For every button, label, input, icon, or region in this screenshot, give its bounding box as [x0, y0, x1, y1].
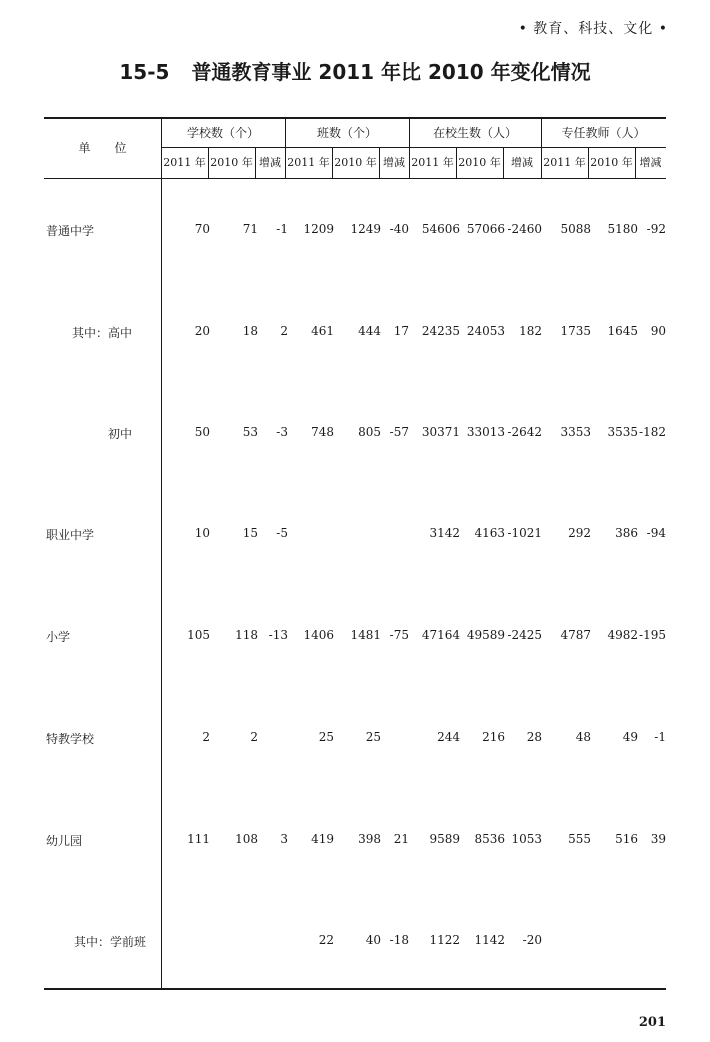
table-cell: 292 [568, 526, 591, 540]
table-cell: 216 [482, 730, 505, 744]
group-header-students: 在校生数（人） [432, 126, 517, 140]
table-cell: 4787 [560, 628, 591, 642]
subheader-change: 增减 [639, 156, 662, 169]
table-cell: 444 [358, 324, 381, 338]
table-cell: -2425 [507, 628, 542, 642]
section-header: • 教育、科技、文化 • [518, 21, 668, 37]
table-cell: -13 [268, 628, 288, 642]
group-header-classes: 班数（个） [316, 126, 377, 140]
table-cell: -1021 [507, 526, 542, 540]
table-title: 普通教育事业 2011 年比 2010 年变化情况 [191, 60, 591, 84]
table-cell: 90 [650, 324, 666, 338]
table-cell: 10 [194, 526, 210, 540]
table-cell: 3353 [560, 425, 591, 439]
table-cell: -5 [276, 526, 288, 540]
subheader-change: 增减 [383, 156, 405, 169]
page-number: 201 [638, 1015, 666, 1030]
table-cell: 3142 [429, 526, 460, 540]
row-label: 普通中学 [46, 224, 95, 238]
table-cell: 1481 [350, 628, 381, 642]
table-cell: 805 [358, 425, 381, 439]
table-cell: -1 [654, 730, 666, 744]
table-cell: -92 [646, 222, 666, 236]
unit-column-divider [161, 119, 162, 988]
table-cell: 49 [622, 730, 638, 744]
row-label: 职业中学 [46, 528, 95, 542]
table-number: 15-5 [119, 60, 170, 84]
table-cell: 25 [318, 730, 334, 744]
table-cell: -1 [276, 222, 288, 236]
group-header-schools: 学校数（个） [186, 126, 259, 140]
table-cell: 461 [311, 324, 334, 338]
table-cell: 39 [650, 832, 666, 846]
table-cell: 1406 [303, 628, 334, 642]
table-cell: 53 [242, 425, 258, 439]
table-cell: 1209 [303, 222, 334, 236]
subheader-2010: 2010 年 [458, 156, 501, 169]
header-bottom-rule [44, 178, 666, 179]
table-cell: 24053 [466, 324, 505, 338]
table-cell: 1122 [429, 933, 460, 947]
table-cell: -75 [389, 628, 409, 642]
row-label: 其中：学前班 [74, 935, 147, 949]
table-cell: 71 [242, 222, 258, 236]
table-cell: -94 [646, 526, 666, 540]
subheader-2010: 2010 年 [590, 156, 633, 169]
table-cell: 8536 [474, 832, 505, 846]
table-cell: 57066 [466, 222, 505, 236]
table-cell: 50 [194, 425, 210, 439]
table-cell: 111 [187, 832, 210, 846]
table-cell: 28 [526, 730, 542, 744]
table-cell: 22 [318, 933, 334, 947]
table-cell: 748 [311, 425, 334, 439]
table-cell: 118 [235, 628, 258, 642]
table-cell: 3 [280, 832, 288, 846]
table-cell: 40 [365, 933, 381, 947]
table-cell: 105 [187, 628, 210, 642]
table-cell: 5180 [607, 222, 638, 236]
table-cell: 1053 [511, 832, 542, 846]
table-cell: 17 [393, 324, 409, 338]
subheader-2011: 2011 年 [287, 156, 330, 169]
table-cell: 555 [568, 832, 591, 846]
table-cell: 33013 [466, 425, 505, 439]
table-cell: -195 [639, 628, 666, 642]
table-cell: 1142 [474, 933, 505, 947]
table-cell: 47164 [421, 628, 460, 642]
table-cell: -18 [389, 933, 409, 947]
subheader-2011: 2011 年 [163, 156, 206, 169]
row-label: 小学 [46, 630, 71, 644]
table-cell: -40 [389, 222, 409, 236]
table-cell: 15 [242, 526, 258, 540]
table-cell: 244 [437, 730, 460, 744]
group-header-teachers: 专任教师（人） [561, 126, 646, 140]
table-cell: 18 [242, 324, 258, 338]
table-cell: 20 [194, 324, 210, 338]
unit-header: 单 位 [78, 141, 127, 155]
table-cell: 386 [615, 526, 638, 540]
table-cell: 3535 [607, 425, 638, 439]
table-cell: 24235 [421, 324, 460, 338]
table-cell: 4163 [474, 526, 505, 540]
table-cell: 4982 [607, 628, 638, 642]
table-cell: -2642 [507, 425, 542, 439]
table-cell: 419 [311, 832, 334, 846]
table-cell: 70 [194, 222, 210, 236]
subheader-change: 增减 [511, 156, 533, 169]
table-cell: 30371 [421, 425, 460, 439]
table-cell: 108 [235, 832, 258, 846]
subheader-2010: 2010 年 [210, 156, 253, 169]
table-cell: 5088 [560, 222, 591, 236]
table-cell: -57 [389, 425, 409, 439]
table-cell: 516 [615, 832, 638, 846]
row-label: 初中 [108, 427, 133, 441]
page-title [0, 56, 710, 85]
row-label: 幼儿园 [46, 834, 83, 848]
table-cell: -182 [639, 425, 666, 439]
table-bottom-rule [44, 988, 666, 990]
table-cell: 54606 [421, 222, 460, 236]
table-cell: -2460 [507, 222, 542, 236]
subheader-2011: 2011 年 [543, 156, 586, 169]
table-cell: 1645 [607, 324, 638, 338]
table-cell: 9589 [429, 832, 460, 846]
table-cell: 2 [280, 324, 288, 338]
table-cell: 1249 [350, 222, 381, 236]
subheader-change: 增减 [259, 156, 281, 169]
subheader-2011: 2011 年 [411, 156, 454, 169]
subheader-2010: 2010 年 [334, 156, 377, 169]
table-cell: 49589 [466, 628, 505, 642]
table-cell: 182 [519, 324, 542, 338]
table-cell: 21 [393, 832, 409, 846]
table-cell: 48 [575, 730, 591, 744]
table-cell: -20 [522, 933, 542, 947]
row-label: 特教学校 [46, 732, 95, 746]
table-cell: 2 [202, 730, 210, 744]
table-cell: 25 [365, 730, 381, 744]
row-label: 其中：高中 [72, 326, 133, 340]
table-cell: 398 [358, 832, 381, 846]
table-cell: 1735 [560, 324, 591, 338]
table-cell: 2 [250, 730, 258, 744]
table-cell: -3 [276, 425, 288, 439]
